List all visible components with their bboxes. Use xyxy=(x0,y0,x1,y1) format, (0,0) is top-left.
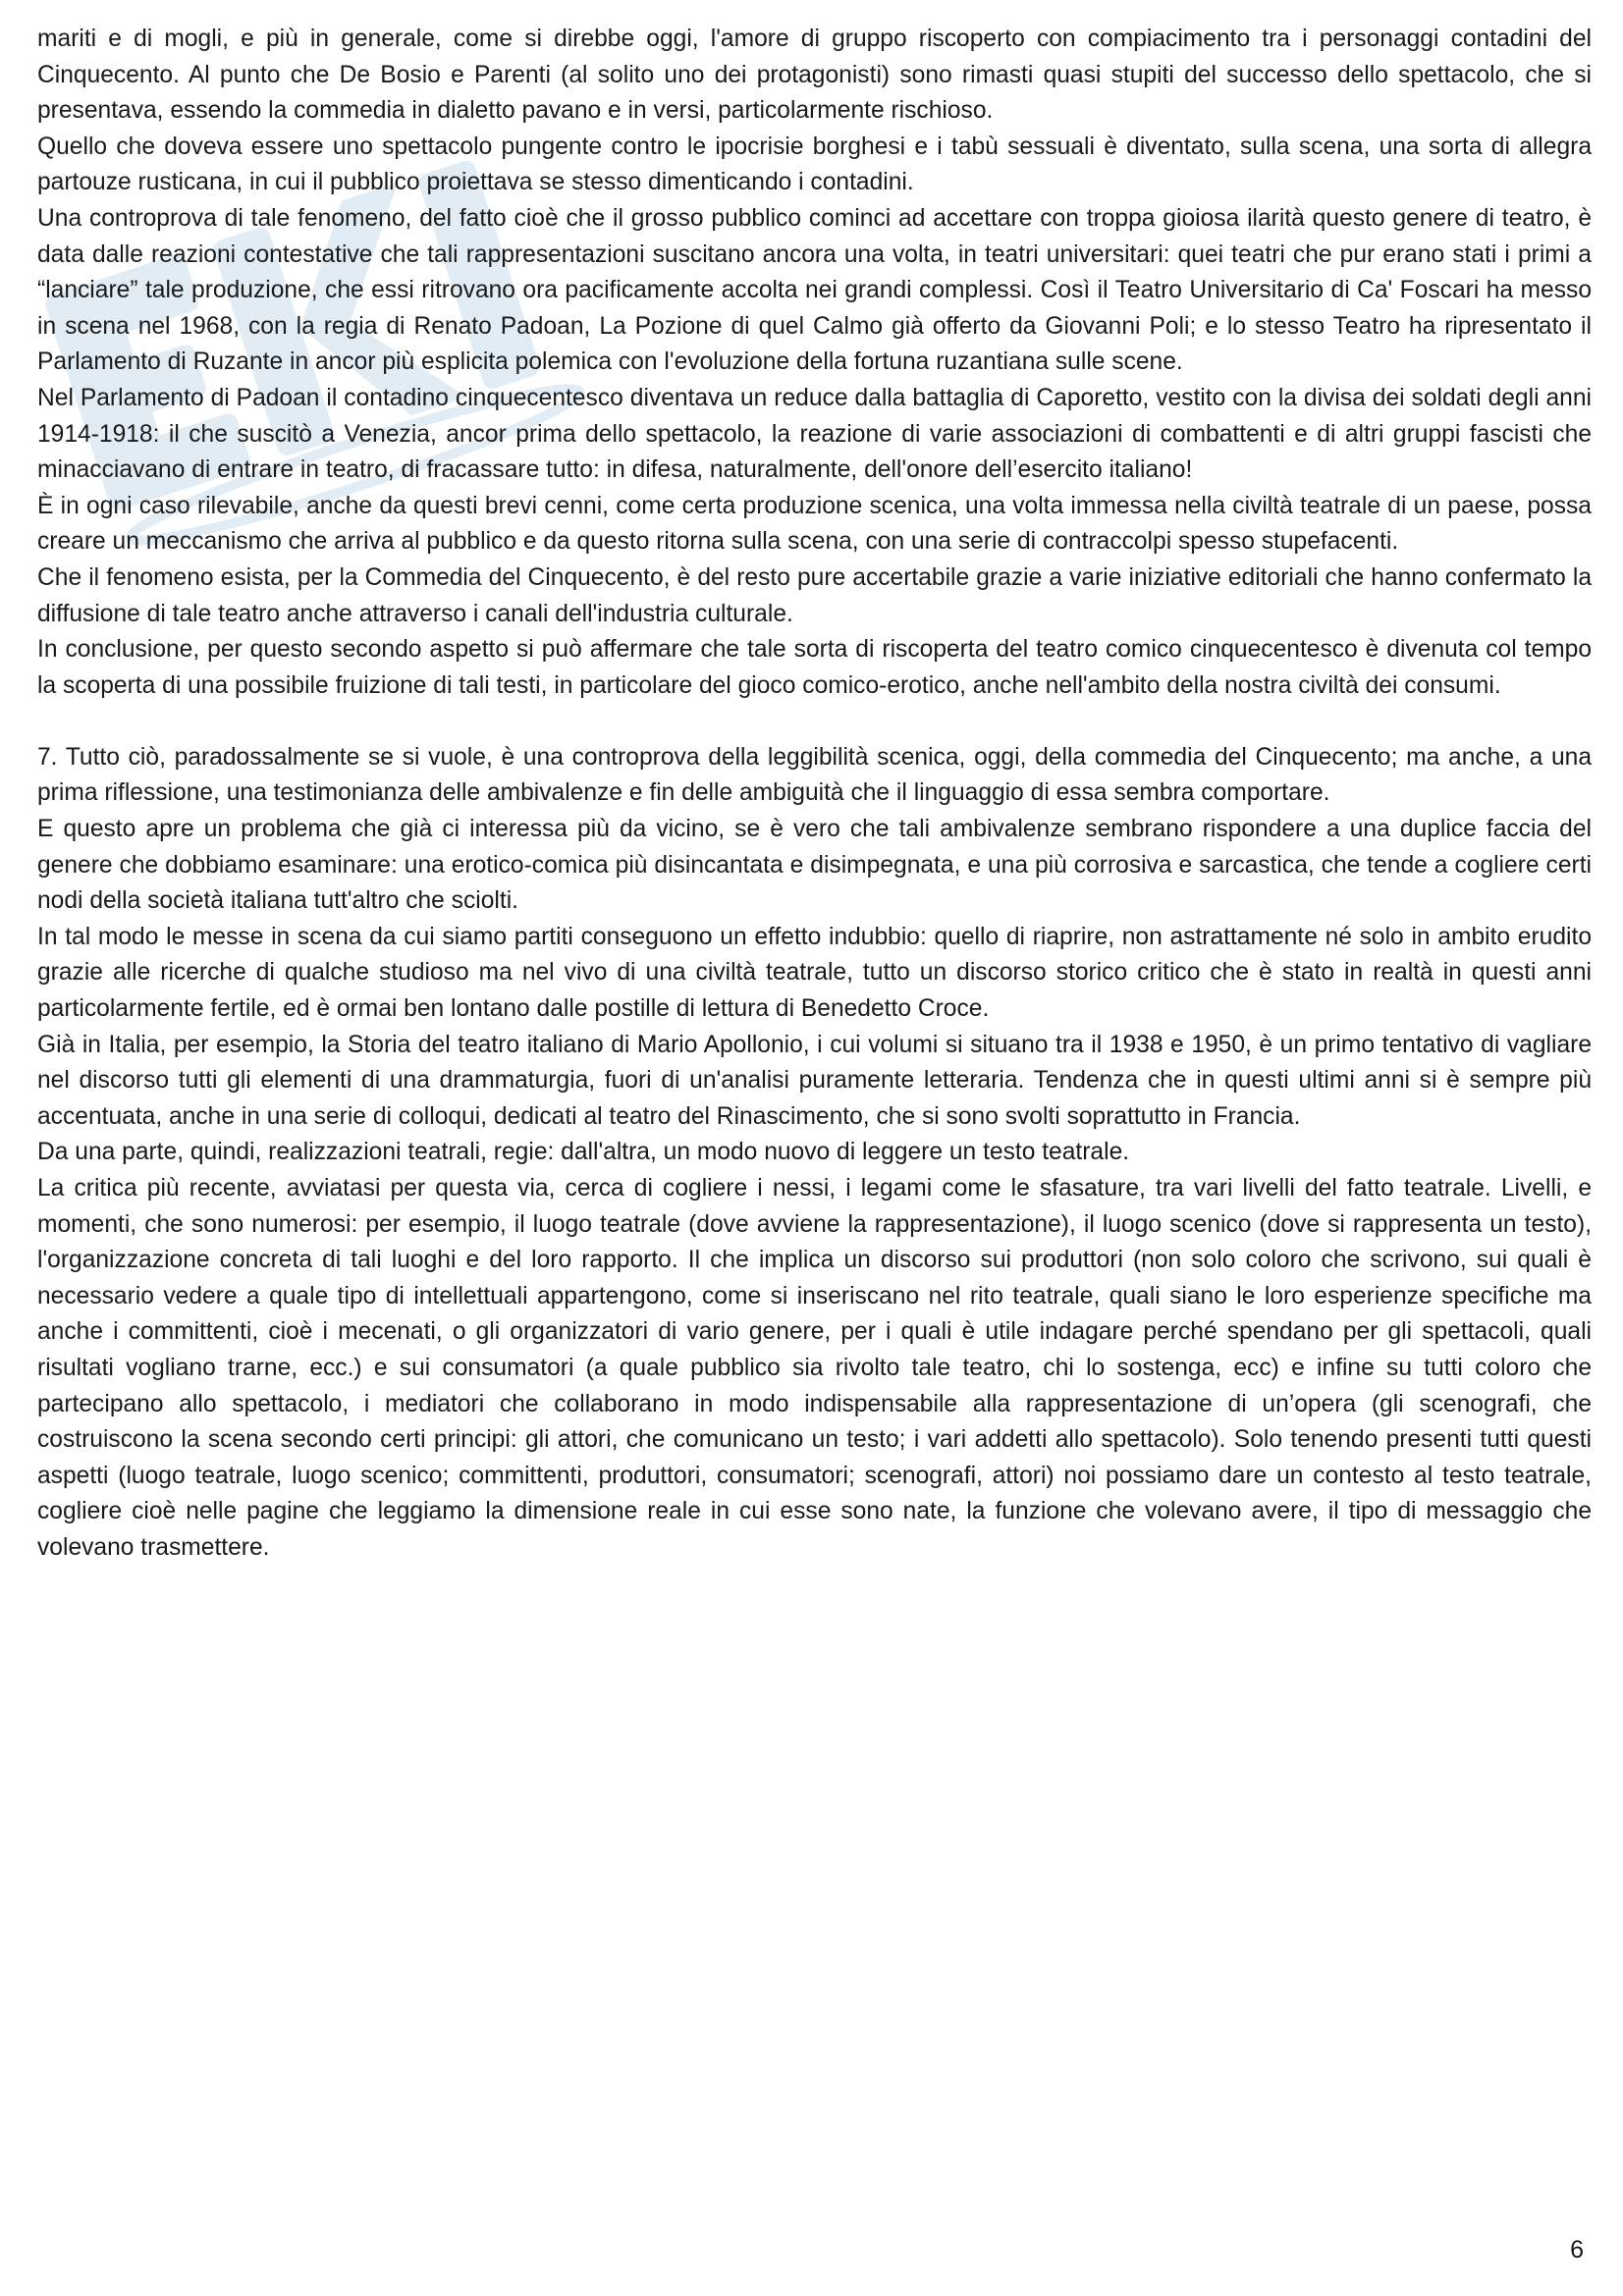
paragraph-9: E questo apre un problema che già ci interessa più da vicino, se è vero che tali ambivalenze sembrano rispondere a una duplice faccia del genere che dobbiamo esaminare: una erotico-comica più disincantata e disimpegnata, e una più corrosiva e sarcastica, che tende a cogliere certi nodi della società italiana tutt'altro che sciolti. xyxy=(37,816,1592,915)
body-text xyxy=(37,22,1592,1567)
paragraph-7: In conclusione, per questo secondo aspetto si può affermare che tale sorta di riscoperta del teatro comico cinquecentesco è divenuta col tempo la scoperta di una possibile fruizione di tali testi, in particolare del gioco comico-erotico, anche nell'ambito della nostra civiltà dei consumi. xyxy=(37,636,1592,699)
paragraph-1: mariti e di mogli, e più in generale, come si direbbe oggi, l'amore di gruppo riscoperto con compiacimento tra i personaggi contadini del Cinquecento. Al punto che De Bosio e Parenti (al solito uno dei protagonisti) sono rimasti quasi stupiti del successo dello spettacolo, che si presentava, essendo la commedia in dialetto pavano e in versi, particolarmente rischioso. xyxy=(37,26,1592,125)
paragraph-11: Già in Italia, per esempio, la Storia del teatro italiano di Mario Apollonio, i cui volumi si situano tra il 1938 e 1950, è un primo tentativo di vagliare nel discorso tutti gli elementi di una drammaturgia, fuori di un'analisi puramente letteraria. Tendenza che in questi ultimi anni si è sempre più accentuata, anche in una serie di colloqui, dedicati al teatro del Rinascimento, che si sono svolti soprattutto in Francia. xyxy=(37,1031,1592,1130)
paragraph-3: Una controprova di tale fenomeno, del fatto cioè che il grosso pubblico cominci ad accettare con troppa gioiosa ilarità questo genere di teatro, è data dalle reazioni contestative che tali rappresentazioni suscitano ancora una volta, in teatri universitari: quei teatri che pur erano stati i primi a “lanciare” tale produzione, che essi ritrovano ora pacificamente accolta nei grandi complessi. Così il Teatro Universitario di Ca' Foscari ha messo in scena nel 1968, con la regia di Renato Padoan, La Pozione di quel Calmo già offerto da Giovanni Poli; e lo stesso Teatro ha ripresentato il Parlamento di Ruzante in ancor più esplicita polemica con l'evoluzione della fortuna ruzantiana sulle scene. xyxy=(37,204,1592,376)
paragraph-10: In tal modo le messe in scena da cui siamo partiti conseguono un effetto indubbio: quello di riaprire, non astrattamente né solo in ambito erudito grazie alle ricerche di qualche studioso ma nel vivo di una civiltà teatrale, tutto un discorso storico critico che è stato in realtà in questi anni particolarmente fertile, ed è ormai ben lontano dalle postille di lettura di Benedetto Croce. xyxy=(37,923,1592,1023)
paragraph-13: La critica più recente, avviatasi per questa via, cerca di cogliere i nessi, i legami come le sfasature, tra vari livelli del fatto teatrale. Livelli, e momenti, che sono numerosi: per esempio, il luogo teatrale (dove avviene la rappresentazione), il luogo scenico (dove si rappresenta un testo), l'organizzazione concreta di tali luoghi e del loro rapporto. Il che implica un discorso sui produttori (non solo coloro che scrivono, sui quali è necessario vedere a quale tipo di intellettuali appartengono, come si inseriscano nel rito teatrale, quali siano le loro esperienze specifiche ma anche i committenti, cioè i mecenati, o gli organizzatori di vario genere, per i quali è utile indagare perché spendano per gli spettacoli, quali risultati vogliano trarne, ecc.) e sui consumatori (a quale pubblico sia rivolto tale teatro, chi lo sostenga, ecc) e infine su tutti coloro che partecipano allo spettacolo, i mediatori che collaborano in modo indispensabile alla rappresentazione di un’opera (gli scenografi, che costruiscono la scena secondo certi principi: gli attori, che comunicano un testo; i vari addetti allo spettacolo). Solo tenendo presenti tutti questi aspetti (luogo teatrale, luogo scenico; committenti, produttori, consumatori; scenografi, attori) noi possiamo dare un contesto al testo teatrale, cogliere cioè nelle pagine che leggiamo la dimensione reale in cui esse sono nate, la funzione che volevano avere, il tipo di messaggio che volevano trasmettere. xyxy=(37,1175,1592,1561)
paragraph-8: 7. Tutto ciò, paradossalmente se si vuole, è una controprova della leggibilità scenica, oggi, della commedia del Cinquecento; ma anche, a una prima riflessione, una testimonianza delle ambivalenze e fin delle ambiguità che il linguaggio di essa sembra comportare. xyxy=(37,743,1592,807)
paragraph-2: Quello che doveva essere uno spettacolo pungente contro le ipocrisie borghesi e i tabù sessuali è diventato, sulla scena, una sorta di allegra partouze rusticana, in cui il pubblico proiettava se stesso dimenticando i contadini. xyxy=(37,133,1592,196)
page-number: 6 xyxy=(1570,2236,1584,2264)
paragraph-5: È in ogni caso rilevabile, anche da questi brevi cenni, come certa produzione scenica, una volta immessa nella civiltà teatrale di un paese, possa creare un meccanismo che arriva al pubblico e da questo ritorna sulla scena, con una serie di contraccolpi spesso stupefacenti. xyxy=(37,492,1592,556)
paragraph-12: Da una parte, quindi, realizzazioni teatrali, regie: dall'altra, un modo nuovo di leggere un testo teatrale. xyxy=(37,1139,1130,1166)
paragraph-6: Che il fenomeno esista, per la Commedia del Cinquecento, è del resto pure accertabile grazie a varie iniziative editoriali che hanno confermato la diffusione di tale teatro anche attraverso i canali dell'industria culturale. xyxy=(37,563,1592,627)
paragraph-4: Nel Parlamento di Padoan il contadino cinquecentesco diventava un reduce dalla battaglia di Caporetto, vestito con la divisa dei soldati degli anni 1914-1918: il che suscitò a Venezia, ancor prima dello spettacolo, la reazione di varie associazioni di combattenti e di altri gruppi fascisti che minacciavano di entrare in teatro, di fracassare tutto: in difesa, naturalmente, dell'onore dell’esercito italiano! xyxy=(37,384,1592,484)
